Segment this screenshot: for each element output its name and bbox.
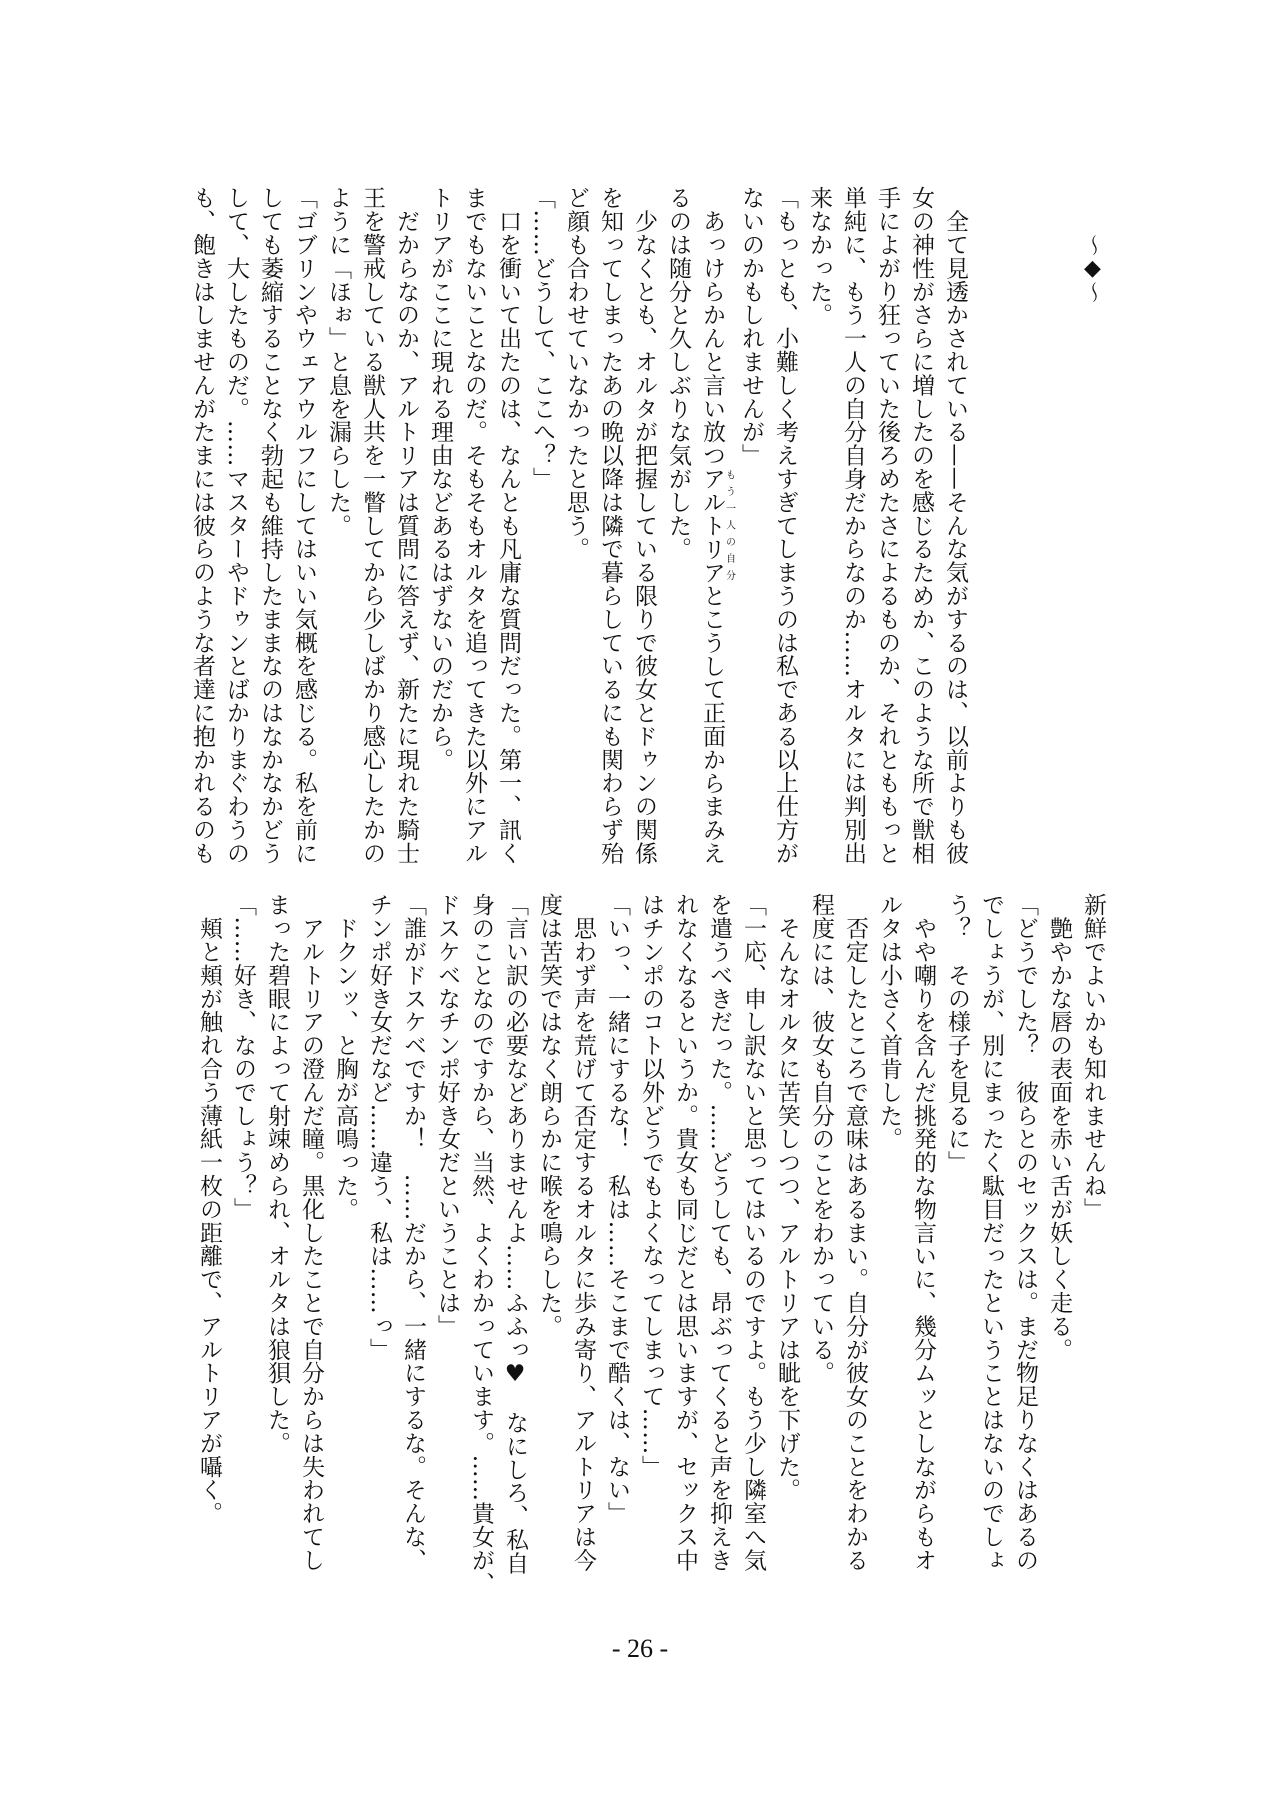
text-segment: あっけらかんと言い放つ	[699, 186, 725, 467]
text-line: ように「ほぉ」と息を漏らした。	[325, 186, 351, 537]
text-line: 少なくとも、オルタが把握している限りで彼女とドゥンの関係	[631, 186, 657, 865]
text-line: 「一応、申し訳ないと思ってはいるのですよ。もう少し隣室へ気	[740, 893, 766, 1572]
text-line: るのは随分と久しぶりな気がした。	[665, 186, 691, 561]
text-line: 身のことなのですから、当然、よくわかっています。……貴女が、	[468, 893, 494, 1595]
text-line: 「どうでした？ 彼らとのセックスは。まだ物足りなくはあるの	[1012, 893, 1038, 1572]
page-number: - 26 -	[611, 1634, 669, 1663]
text-line: 来なかった。	[806, 186, 832, 327]
text-line: 艶やかな唇の表面を赤い舌が妖しく走る。	[1046, 893, 1072, 1361]
ruby-text: もう一人の自分	[723, 466, 735, 584]
text-line: はチンポのコト以外どうでもよくなってしまって……」	[638, 893, 664, 1478]
text-line: して、大したものだ。……マスターやドゥンとばかりまぐわうの	[223, 186, 249, 865]
text-line: 「……どうして、ここへ？」	[529, 186, 555, 491]
text-line: 全て見透かされている——そんな気がするのは、以前よりも彼	[942, 186, 968, 865]
text-line: も、飽きはしませんがたまには彼らのような者達に抱かれるのも	[189, 186, 215, 865]
text-line: でしょうが、別にまったく駄目だったということはないのでしょ	[978, 893, 1004, 1572]
text-line: までもないことなのだ。そもそもオルタを追ってきた以外にアル	[461, 186, 487, 865]
text-line: 思わず声を荒げて否定するオルタに歩み寄り、アルトリアは今	[570, 893, 596, 1572]
text-line: 「……好き、なのでしょう？」	[230, 893, 256, 1221]
text-line: 新鮮でよいかも知れませんね」	[1080, 893, 1106, 1221]
text-line: 手によがり狂っていた後ろめたさによるものか、それとももっと	[874, 186, 900, 865]
ruby-base: アルトリア	[699, 466, 725, 584]
text-line: 「いっ、一緒にするな！ 私は……そこまで酷くは、ない」	[604, 893, 630, 1525]
text-line: 度は苦笑ではなく朗らかに喉を鳴らした。	[536, 893, 562, 1338]
text-line: チンポ好き女だなど……違う、私は……っ」	[366, 893, 392, 1361]
text-line: 「誰がドスケベですか！ ……だから、一緒にするな。そんな、	[400, 893, 426, 1572]
text-line: 「もっとも、小難しく考えすぎてしまうのは私である以上仕方が	[772, 186, 798, 865]
text-line: 女の神性がさらに増したのを感じるためか、このような所で獣相	[908, 186, 934, 865]
text-line: を遣うべきだった。……どうしても、昂ぶってくると声を抑えき	[706, 893, 732, 1572]
text-line: 「言い訳の必要などありませんよ……ふふっ♥ なにしろ、私自	[502, 893, 528, 1575]
text-line: トリアがここに現れる理由などあるはずないのだから。	[427, 186, 453, 771]
text-line: 程度には、彼女も自分のことをわかっている。	[808, 893, 834, 1385]
text-block-upper	[185, 186, 972, 865]
text-line: 単純に、もう一人の自分自身だからなのか……オルタには判別出	[840, 186, 866, 865]
text-line: 否定したところで意味はあるまい。自分が彼女のことをわかる	[842, 893, 868, 1572]
text-line: 頬と頬が触れ合う薄紙一枚の距離で、アルトリアが囁く。	[196, 893, 222, 1525]
text-segment: とこうして正面からまみえ	[699, 583, 725, 865]
text-line: を知ってしまったあの晩以降は隣で暮らしているにも関わらず殆	[597, 186, 623, 865]
text-line: う？ その様子を見るに」	[944, 893, 970, 1174]
text-block-lower	[192, 893, 1110, 1595]
text-line: ドスケベなチンポ好き女だということは」	[434, 893, 460, 1338]
text-line: しても萎縮することなく勃起も維持したままなのはなかなかどう	[257, 186, 283, 865]
text-line: 口を衝いて出たのは、なんとも凡庸な質問だった。第一、訊く	[495, 186, 521, 865]
text-line	[695, 186, 735, 865]
text-line: ど顔も合わせていなかったと思う。	[563, 186, 589, 561]
scene-break-ornament: ～◆～	[1080, 234, 1105, 303]
text-line: れなくなるというか。貴女も同じだとは思いますが、セックス中	[672, 893, 698, 1572]
ruby-annotation	[699, 466, 735, 584]
text-line: ドクンッ、と胸が高鳴った。	[332, 893, 358, 1221]
text-line: そんなオルタに苦笑しつつ、アルトリアは眦を下げた。	[774, 893, 800, 1502]
text-line: アルトリアの澄んだ瞳。黒化したことで自分からは失われてし	[298, 893, 324, 1572]
text-line: ルタは小さく首肯した。	[876, 893, 902, 1151]
text-line: やや嘲りを含んだ挑発的な物言いに、幾分ムッとしながらもオ	[910, 893, 936, 1572]
text-line: 王を警戒している獣人共を一瞥してから少しばかり感心したかの	[359, 186, 385, 865]
text-line: だからなのか、アルトリアは質問に答えず、新たに現れた騎士	[393, 186, 419, 865]
text-line: ないのかもしれませんが」	[738, 186, 764, 467]
text-line: まった碧眼によって射竦められ、オルタは狼狽した。	[264, 893, 290, 1455]
text-line: 「ゴブリンやウェアウルフにしてはいい気概を感じる。私を前に	[291, 186, 317, 865]
